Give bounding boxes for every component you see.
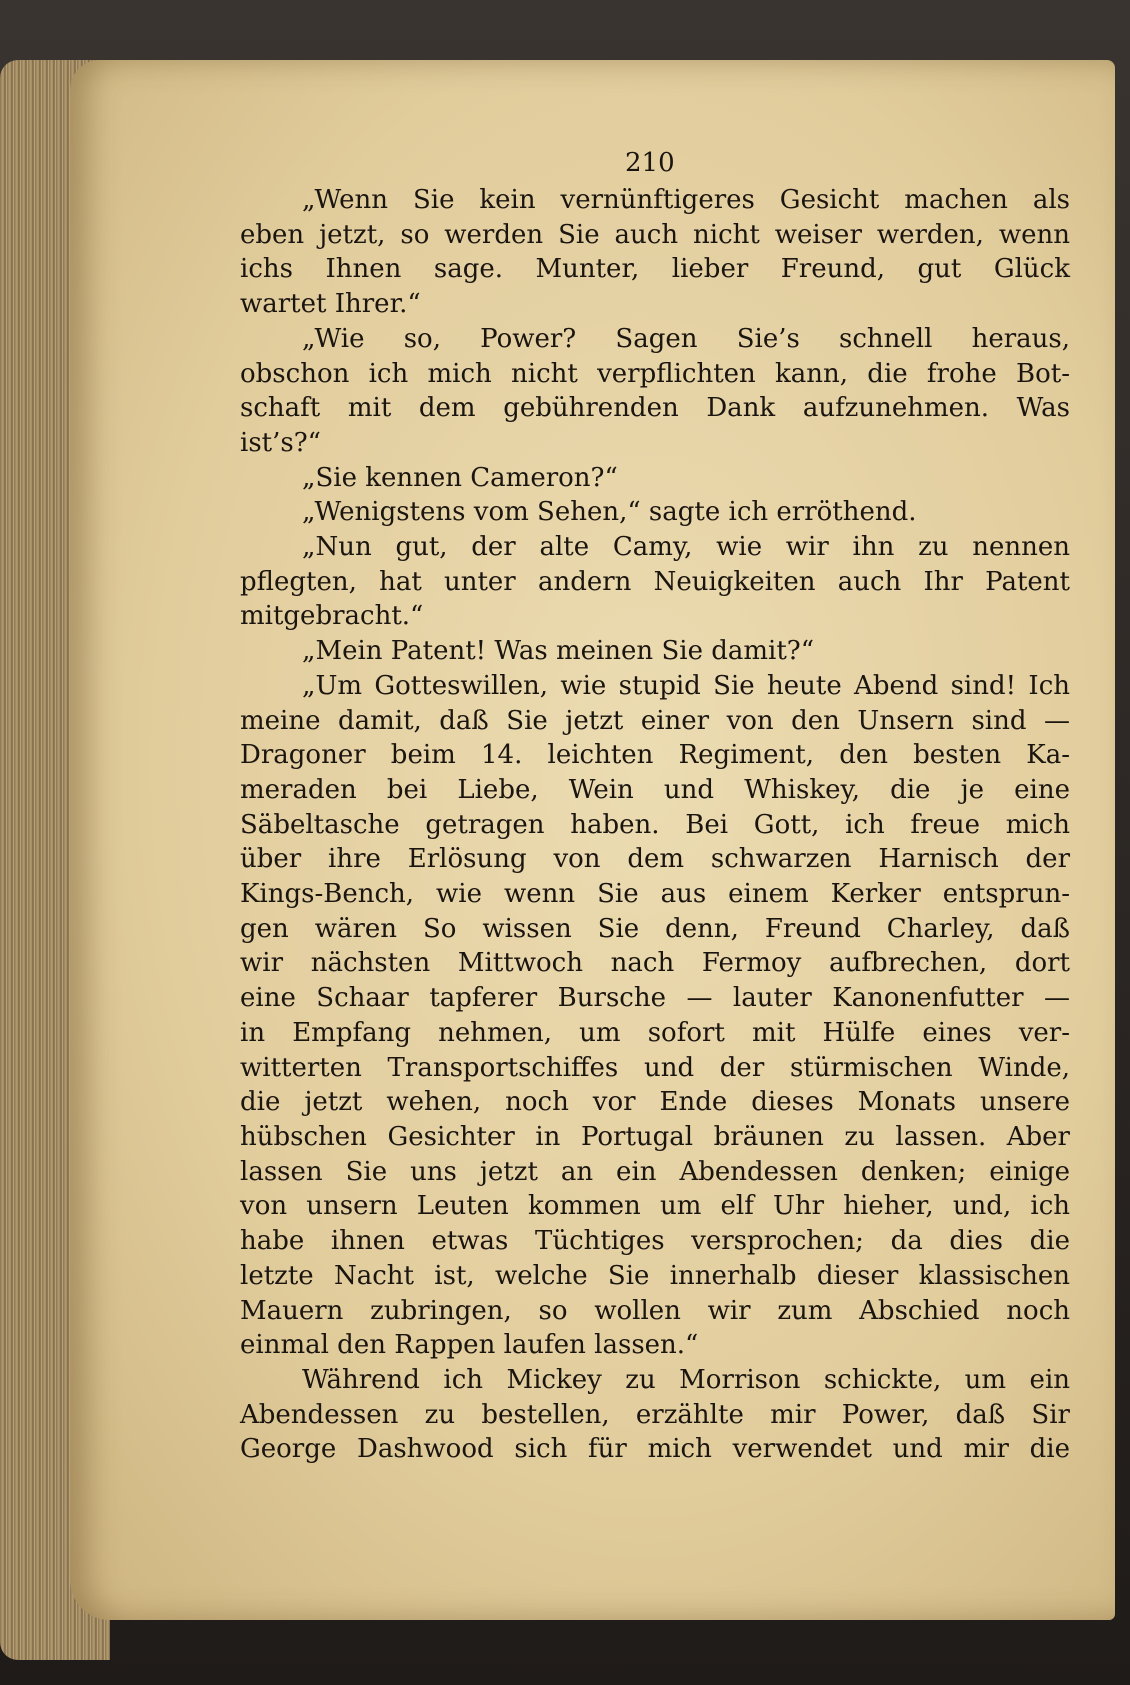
text-line: lassen Sie uns jetzt an ein Abendessen denken; einige bbox=[240, 1156, 1070, 1187]
text-line: George Dashwood sich für mich verwendet und mir die bbox=[240, 1434, 1070, 1465]
text-line: witterten Transportschiffes und der stürmischen Winde, bbox=[240, 1052, 1070, 1083]
text-line: die jetzt wehen, noch vor Ende dieses Monats unsere bbox=[240, 1087, 1070, 1118]
text-line: „Mein Patent! Was meinen Sie damit?“ bbox=[302, 636, 815, 667]
text-line: Dragoner beim 14. leichten Regiment, den besten Ka- bbox=[240, 740, 1070, 771]
text-line: „Wenn Sie kein vernünftigeres Gesicht machen als bbox=[302, 185, 1070, 215]
text-line: schaft mit dem gebührenden Dank aufzunehmen. Was bbox=[240, 393, 1070, 424]
text-line: in Empfang nehmen, um sofort mit Hülfe eines ver- bbox=[240, 1017, 1070, 1048]
text-line: Kings-Bench, wie wenn Sie aus einem Kerker entsprun- bbox=[240, 879, 1070, 910]
text-line: eine Schaar tapferer Bursche — lauter Kanonenfutter — bbox=[240, 983, 1070, 1014]
text-line: meine damit, daß Sie jetzt einer von den Unsern sind — bbox=[240, 705, 1070, 736]
text-line: „Wenigstens vom Sehen,“ sagte ich erröthend. bbox=[302, 497, 917, 528]
text-line: von unsern Leuten kommen um elf Uhr hieher, und, ich bbox=[240, 1191, 1070, 1222]
text-line: pflegten, hat unter andern Neuigkeiten auch Ihr Patent bbox=[240, 566, 1070, 597]
text-line: Mauern zubringen, so wollen wir zum Abschied noch bbox=[240, 1295, 1070, 1326]
text-line: „Wie so, Power? Sagen Sie’s schnell heraus, bbox=[302, 323, 1070, 354]
text-line: meraden bei Liebe, Wein und Whiskey, die je eine bbox=[240, 774, 1070, 805]
text-line: hübschen Gesichter in Portugal bräunen zu lassen. Aber bbox=[240, 1121, 1070, 1152]
text-line: letzte Nacht ist, welche Sie innerhalb dieser klassischen bbox=[240, 1260, 1070, 1291]
text-line: einmal den Rappen laufen lassen.“ bbox=[240, 1330, 699, 1361]
text-line: wartet Ihrer.“ bbox=[240, 289, 421, 320]
text-line: Während ich Mickey zu Morrison schickte, um ein bbox=[302, 1364, 1070, 1395]
text-line: „Nun gut, der alte Camy, wie wir ihn zu nennen bbox=[302, 532, 1070, 563]
text-line: obschon ich mich nicht verpflichten kann, die frohe Bot- bbox=[240, 358, 1070, 389]
text-line: Abendessen zu bestellen, erzählte mir Power, daß Sir bbox=[240, 1399, 1070, 1430]
text-line: eben jetzt, so werden Sie auch nicht weiser werden, wenn bbox=[240, 219, 1070, 250]
text-line: mitgebracht.“ bbox=[240, 601, 424, 632]
text-line: gen wären So wissen Sie denn, Freund Charley, daß bbox=[240, 913, 1070, 944]
body-text bbox=[240, 183, 1070, 1467]
text-line: habe ihnen etwas Tüchtiges versprochen; da dies die bbox=[240, 1226, 1070, 1257]
text-line: Säbeltasche getragen haben. Bei Gott, ich freue mich bbox=[240, 809, 1070, 840]
text-line: wir nächsten Mittwoch nach Fermoy aufbrechen, dort bbox=[240, 948, 1070, 979]
text-line: „Um Gotteswillen, wie stupid Sie heute Abend sind! Ich bbox=[302, 670, 1070, 701]
text-line: über ihre Erlösung von dem schwarzen Harnisch der bbox=[240, 844, 1070, 875]
page-number: 210 bbox=[625, 148, 675, 178]
text-line: „Sie kennen Cameron?“ bbox=[302, 462, 618, 493]
text-line: ichs Ihnen sage. Munter, lieber Freund, gut Glück bbox=[240, 254, 1070, 285]
text-line: ist’s?“ bbox=[240, 427, 321, 458]
